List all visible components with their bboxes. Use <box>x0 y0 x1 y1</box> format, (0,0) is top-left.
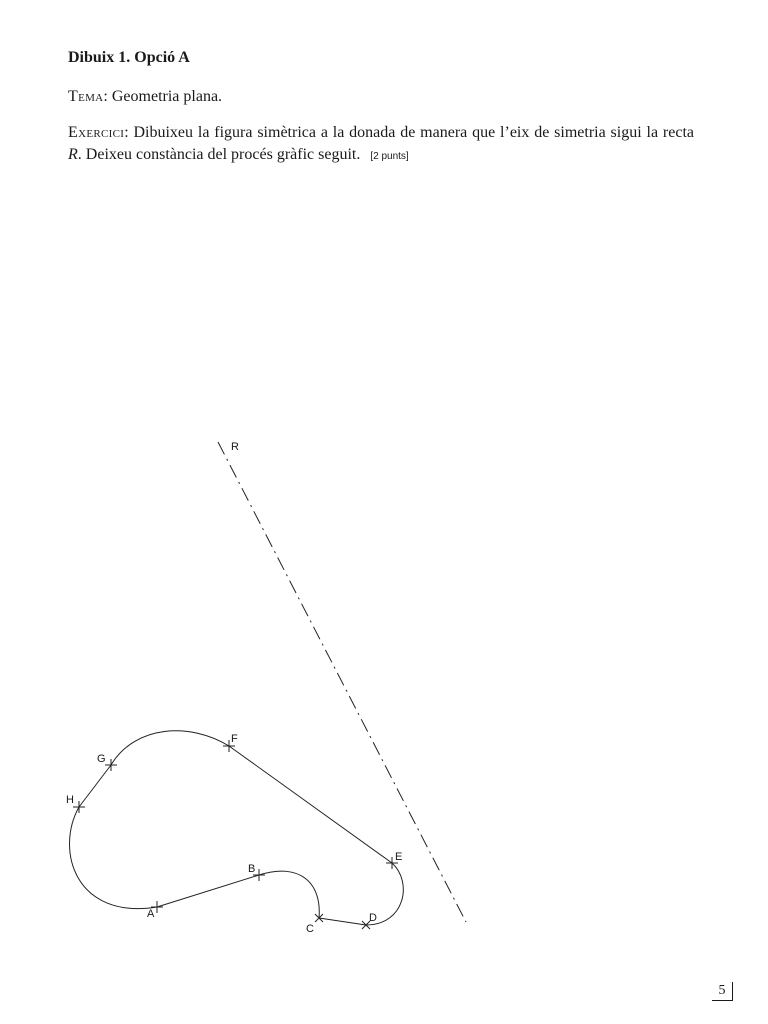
theme-label: Tema <box>68 88 104 105</box>
point-marker-g <box>105 759 117 771</box>
point-label-f: F <box>231 733 238 745</box>
segment-g-h <box>79 765 111 807</box>
symmetry-axis-line <box>218 442 466 922</box>
exercise-heading: Dibuix 1. Opció A <box>68 49 190 66</box>
theme-text: : Geometria plana. <box>103 88 223 105</box>
axis-label: R <box>231 441 239 453</box>
point-label-b: B <box>248 863 256 875</box>
exercise-text-after: . Deixeu constància del procés gràfic seguit. <box>77 146 361 163</box>
exercise-label: Exercici <box>68 124 125 141</box>
arc-h-a <box>70 807 157 909</box>
exercise-points: [2 punts] <box>370 151 409 162</box>
point-label-h: H <box>66 794 74 806</box>
segment-e-f <box>229 746 392 863</box>
point-label-d: D <box>369 912 377 924</box>
page-number: 5 <box>712 982 733 1001</box>
point-label-c: C <box>306 923 314 935</box>
point-label-a: A <box>147 908 155 920</box>
figure-outline <box>70 731 404 925</box>
segment-a-b <box>157 875 259 907</box>
point-marker-h <box>73 801 85 813</box>
segment-c-d <box>319 918 366 925</box>
exercise-axis-name: R <box>68 146 78 163</box>
point-label-e: E <box>395 851 403 863</box>
exercise-text-before: : Dibuixeu la figura simètrica a la donada de manera que l’eix de simetria sigui la recta <box>124 124 694 141</box>
arc-b-c <box>259 871 319 918</box>
arc-f-g <box>111 731 229 765</box>
point-label-g: G <box>97 753 106 765</box>
